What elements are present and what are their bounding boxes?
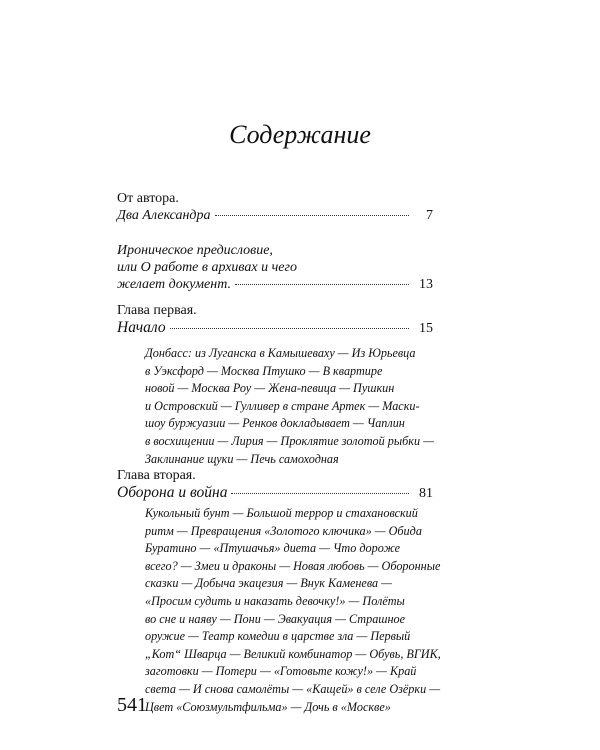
summary-line: заготовки — Потери — «Готовьте кожу!» — Край (145, 664, 417, 679)
toc-entry-title: Начало (117, 319, 166, 336)
summary-line: Цвет «Союзмультфильма» — Дочь в «Москве» (145, 699, 391, 714)
summary-line: всего? — Змеи и драконы — Новая любовь — Оборонные (145, 558, 441, 573)
toc-entry-title: желает документ. (117, 277, 231, 292)
summary-line: сказки — Добыча экацезия — Внук Каменева — (145, 576, 393, 591)
summary-line: во сне и наяву — Пони — Эвакуация — Страшное (145, 611, 406, 626)
chapter-2-summary (145, 505, 441, 716)
toc-entry-label: Глава вторая. (117, 468, 196, 483)
dot-leader (231, 492, 409, 494)
dot-leader (235, 283, 409, 285)
summary-line: в Уэксфорд — Москва Птушко — В квартире (145, 363, 383, 378)
summary-line: „Кот“ Шварца — Великий комбинатор — Обувь, ВГИК, (145, 646, 441, 661)
dot-leader (170, 327, 409, 329)
toc-entry-page: 81 (419, 486, 433, 501)
summary-line: новой — Москва Роу — Жена-певица — Пушкин (145, 381, 395, 396)
toc-entry-row (117, 207, 433, 224)
chapter-1-summary (145, 345, 441, 468)
toc-entry-page: 7 (426, 208, 433, 223)
toc-entry-row (117, 484, 433, 502)
summary-line: Донбасс: из Луганска в Камышеваху — Из Юрьевца (145, 346, 416, 360)
summary-line: света — И снова самолёты — «Кащей» в селе Озёрки — (145, 681, 441, 696)
page-number: 541 (117, 694, 147, 716)
toc-entry-title: Оборона и война (117, 484, 228, 501)
toc-entry-chapter-2 (117, 467, 433, 502)
dot-leader (215, 214, 409, 216)
summary-line: Заклинание щуки — Печь самоходная (145, 451, 339, 466)
summary-line: Буратино — «Птушачья» диета — Что дороже (145, 541, 401, 556)
summary-line: оружие — Театр комедии в царстве зла — Первый (145, 629, 411, 644)
toc-entry-label: От автора. (117, 191, 179, 206)
toc-entry-label: Глава первая. (117, 303, 197, 318)
toc-entry-row (117, 276, 433, 293)
page-title: Содержание (229, 120, 371, 149)
toc-entry-line: Ироническое предисловие, (117, 243, 273, 258)
toc-entry-author (117, 190, 433, 224)
summary-line: Кукольный бунт — Большой террор и стахановский (145, 506, 418, 520)
toc-entry-page: 15 (419, 321, 433, 336)
toc-entry-preface (117, 242, 433, 293)
toc-entry-line: или О работе в архивах и чего (117, 260, 297, 275)
summary-line: в восхищении — Лирия — Проклятие золотой рыбки — (145, 433, 434, 448)
summary-line: ритм — Превращения «Золотого ключика» — Обида (145, 523, 422, 538)
toc-entry-chapter-1 (117, 302, 433, 337)
summary-line: и Островский — Гулливер в стране Артек — Маски- (145, 398, 420, 413)
toc-entry-row (117, 319, 433, 337)
toc-entry-title: Два Александра (117, 208, 211, 223)
summary-line: «Просим судить и наказать девочку!» — Полёты (145, 593, 405, 608)
summary-line: шоу буржуазии — Ренков докладывает — Чаплин (145, 416, 405, 431)
toc-entry-page: 13 (419, 277, 433, 292)
